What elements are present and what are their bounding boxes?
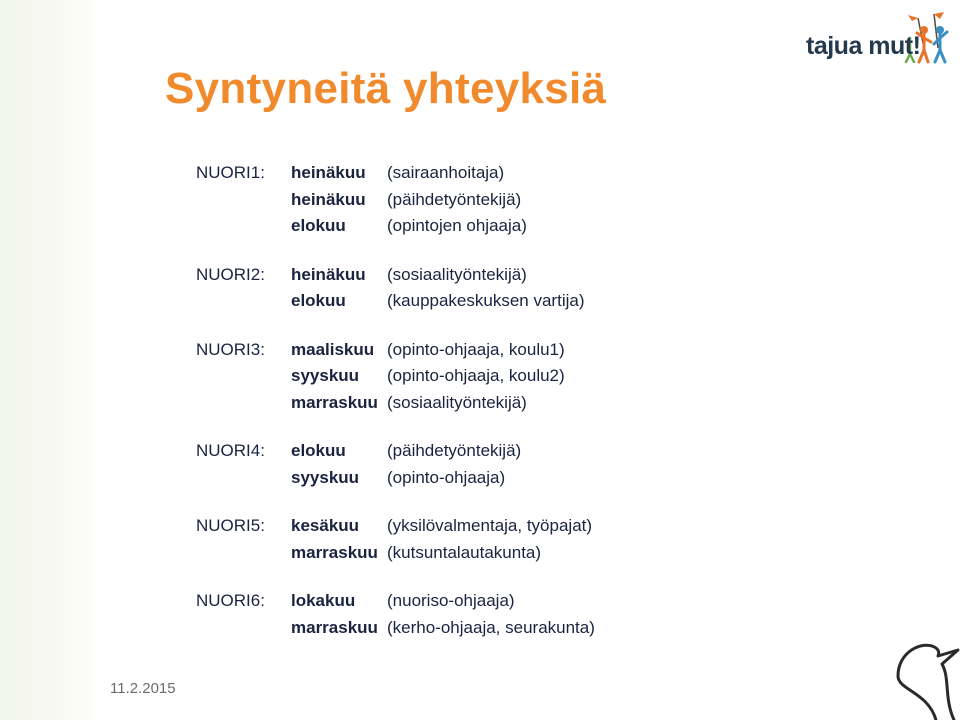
contact-role: (kerho-ohjaaja, seurakunta): [387, 617, 595, 637]
contact-role: (nuoriso-ohjaaja): [387, 591, 515, 611]
contact-month: heinäkuu: [291, 264, 366, 284]
contact-month: elokuu: [291, 441, 346, 461]
contact-row: [196, 187, 595, 214]
contact-month: maaliskuu: [291, 339, 375, 359]
contact-row: [196, 288, 595, 315]
contacts-list: [196, 160, 595, 663]
contact-role: (kutsuntalautakunta): [387, 542, 542, 562]
contact-month: heinäkuu: [291, 189, 366, 209]
contact-group: [196, 262, 595, 315]
contact-role: (sosiaalityöntekijä): [387, 264, 527, 284]
contact-group: [196, 513, 595, 566]
contact-group: [196, 337, 595, 417]
contact-row: [196, 160, 595, 187]
contact-role: (yksilövalmentaja, työpajat): [387, 516, 593, 536]
contact-month: marraskuu: [291, 617, 378, 637]
youth-label: NUORI6:: [196, 591, 265, 611]
contact-month: marraskuu: [291, 542, 378, 562]
contact-month: marraskuu: [291, 392, 378, 412]
contact-row: [196, 262, 595, 289]
contact-row: [196, 363, 595, 390]
contact-row: [196, 438, 595, 465]
logo: [800, 8, 952, 70]
contact-group: [196, 160, 595, 240]
contact-row: [196, 615, 595, 642]
contact-role: (opintojen ohjaaja): [387, 216, 527, 236]
contact-role: (sairaanhoitaja): [387, 163, 505, 183]
slide-title: Syntyneitä yhteyksiä: [165, 64, 607, 113]
youth-label: NUORI5:: [196, 516, 265, 536]
youth-label: NUORI2:: [196, 264, 265, 284]
contact-group: [196, 588, 595, 641]
contact-role: (päihdetyöntekijä): [387, 189, 522, 209]
slide-date: 11.2.2015: [110, 680, 176, 697]
contact-row: [196, 337, 595, 364]
contact-role: (opinto-ohjaaja, koulu1): [387, 339, 565, 359]
contact-role: (päihdetyöntekijä): [387, 441, 522, 461]
contact-month: lokakuu: [291, 591, 356, 611]
contact-row: [196, 390, 595, 417]
contact-role: (opinto-ohjaaja): [387, 467, 506, 487]
contact-month: heinäkuu: [291, 163, 366, 183]
contact-month: kesäkuu: [291, 516, 360, 536]
contact-role: (kauppakeskuksen vartija): [387, 291, 585, 311]
youth-label: NUORI1:: [196, 163, 265, 183]
youth-label: NUORI3:: [196, 339, 265, 359]
contact-row: [196, 513, 595, 540]
contact-row: [196, 465, 595, 492]
logo-text: tajua mut!: [806, 32, 921, 60]
contact-month: syyskuu: [291, 366, 360, 386]
contact-row: [196, 213, 595, 240]
speech-bird-icon: [858, 632, 960, 720]
contact-role: (opinto-ohjaaja, koulu2): [387, 366, 565, 386]
contact-row: [196, 540, 595, 567]
contact-role: (sosiaalityöntekijä): [387, 392, 527, 412]
contact-month: syyskuu: [291, 467, 360, 487]
contact-month: elokuu: [291, 216, 346, 236]
contact-row: [196, 588, 595, 615]
contact-month: elokuu: [291, 291, 346, 311]
youth-label: NUORI4:: [196, 441, 265, 461]
side-band: [0, 0, 95, 720]
contact-group: [196, 438, 595, 491]
